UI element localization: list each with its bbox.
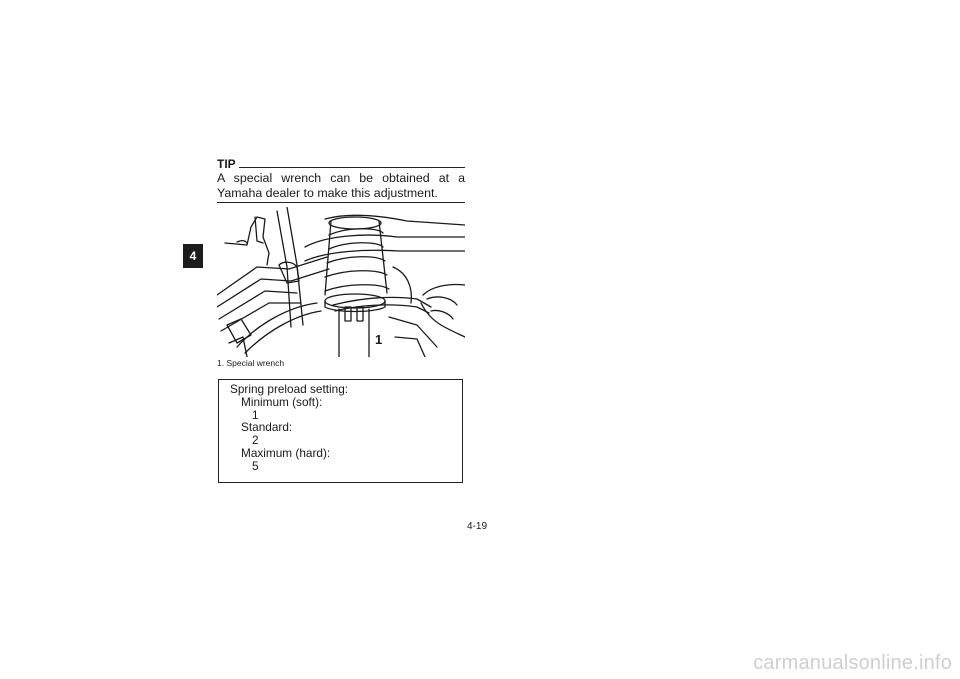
tip-rule [239, 167, 465, 168]
figure-callout: 1 [375, 332, 383, 347]
tip-end-rule [217, 202, 465, 203]
spec-label-standard: Standard: [241, 420, 293, 435]
page-number: 4-19 [467, 521, 488, 532]
figure-caption: 1. Special wrench [217, 358, 285, 368]
tip-label: TIP [217, 157, 236, 171]
spec-title: Spring preload setting: [230, 382, 349, 396]
chapter-tab: 4 [183, 244, 203, 268]
tip-header [217, 156, 465, 170]
shock-absorber-illustration [217, 207, 465, 357]
spec-label-maximum: Maximum (hard): [241, 445, 331, 460]
watermark: carmanualsonline.info [753, 652, 952, 674]
tip-text: A special wrench can be obtained at a Yamaha dealer to make this adjustment. [217, 171, 465, 200]
spring-preload-spec-box [218, 379, 463, 483]
spec-value-minimum: 1 [252, 407, 259, 422]
spec-value-standard: 2 [252, 433, 259, 448]
spec-value-maximum: 5 [252, 458, 259, 473]
spec-label-minimum: Minimum (soft): [241, 394, 323, 409]
